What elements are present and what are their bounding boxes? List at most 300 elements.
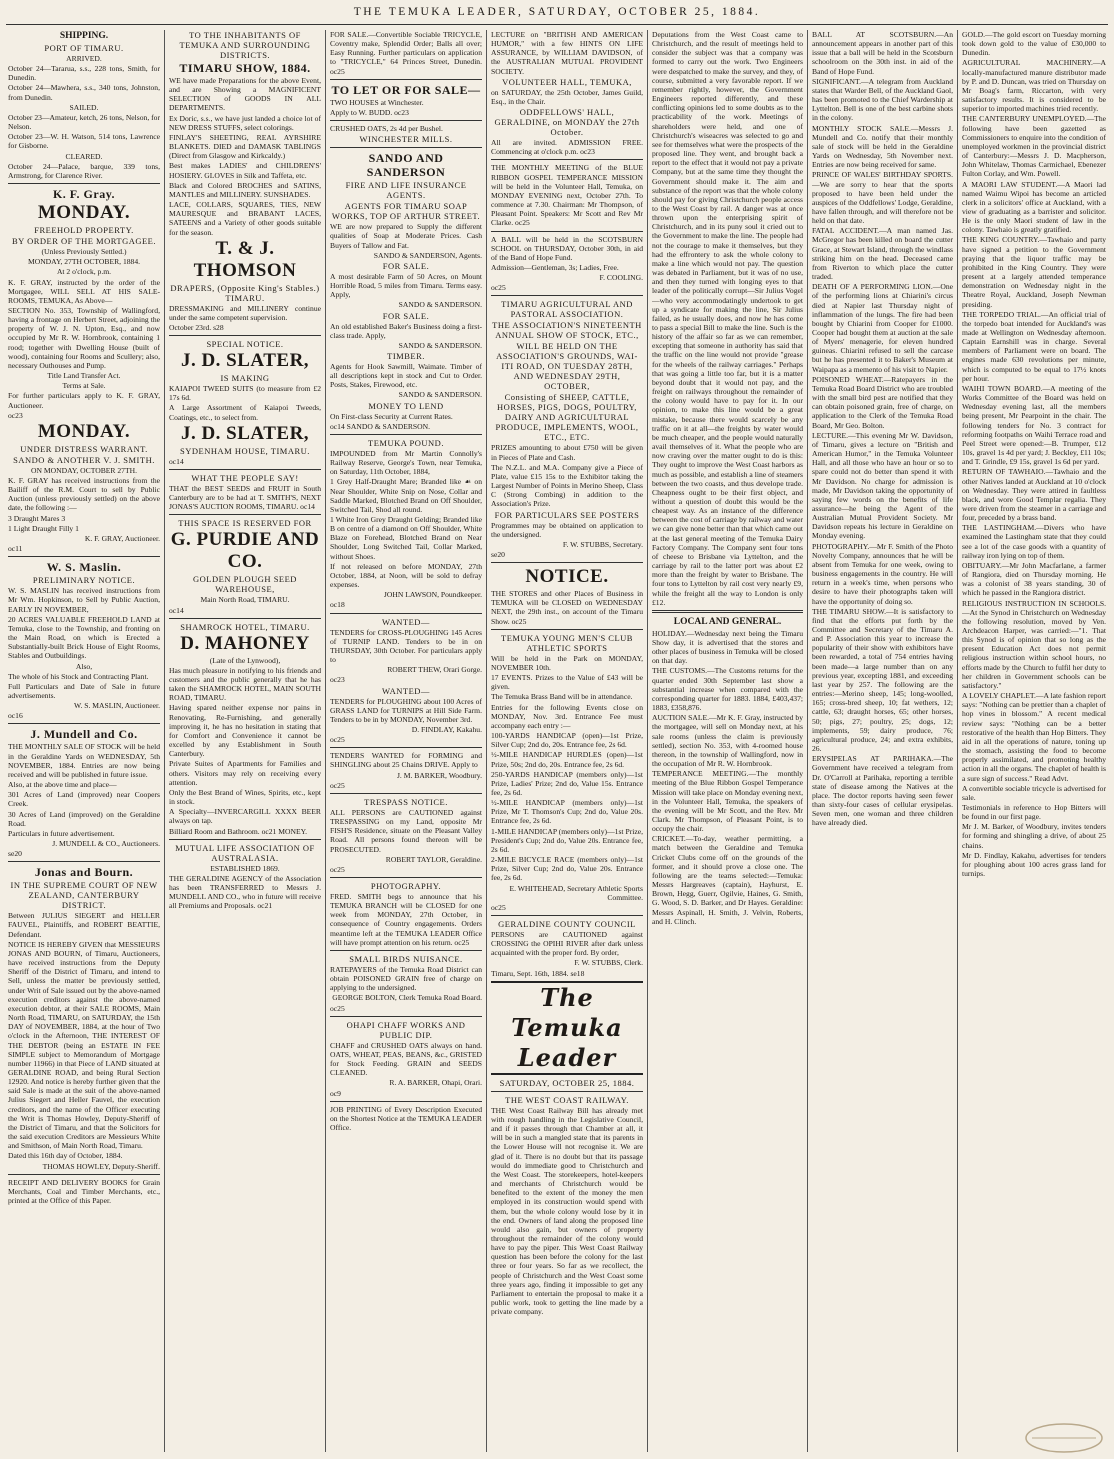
paragraph-text: 20 ACRES VALUABLE FREEHOLD LAND at Temuka, close to the Township, and fronting on the Main Road, on which is Erected a Substantially-built Brick House of Eight Rooms, Stables and Outbuildings. [8, 614, 160, 661]
text-block [491, 798, 643, 825]
advert-heading: SANDO AND SANDERSON [366, 151, 446, 180]
text-block [962, 30, 1106, 57]
separator-rule [491, 159, 643, 160]
paragraph-text: se20 [8, 849, 22, 859]
separator-rule [330, 613, 482, 614]
text-block [169, 666, 321, 703]
paragraph-text: DEATH OF A PERFORMING LION.—One of the performing lions at Chiarini's circus died at Napier last Thursday night of inflammation of the lungs. The fire had been bought by Chiarini from Cooper for £1000. Cooper had bought them at auction at the sale of Myers' menagerie, for eleven hundred guineas. Chiarini refused to sell the carcase but he has presented it to Baker's Museum at Waipapa as a memento of his visit to Napier. [812, 282, 953, 374]
paragraph-text: WE are now prepared to Supply the different qualities of Soap at Moderate Prices. Cash Buyers of Tallow and Fat. [330, 222, 482, 250]
text-block [812, 226, 953, 281]
paragraph-text: CRICKET.—To-day, weather permitting, a match between the Geraldine and Temuka Cricket Clubs come off on the grounds of the former, and it should prove a close one. The following are the teams selected:—Temuka: Messrs Hargreaves (captain), Hayhurst, E. Brown, Hegg, Guerr, Ogilvie, Haines, G. Smith, G. Wood, S. D. Barker, and Dr Hayes. Geraldine: Messrs Aspinall, H. Smith, J. Velvin, Roberts, and H. Clinch. [652, 834, 803, 926]
signature-line: F. W. STUBBS, Clerk. [574, 958, 643, 968]
text-block [962, 114, 1106, 178]
text-block [330, 98, 482, 107]
display-heading: J. D. SLATER, [180, 422, 310, 444]
column-divider [486, 30, 487, 1452]
caps-line: IN THE SUPREME COURT OF NEW ZEALAND, CANTERBURY DISTRICT. [10, 880, 158, 911]
caps-line: TRESPASS NOTICE. [364, 796, 448, 807]
paragraph-text: THE MONTHLY MEETING of the BLUE RIBBON GOSPEL TEMPERANCE MISSION will be held in the Volunteer Hall, Temuka, on MONDAY EVENING next, October 27th. To commence at 7.30. Chairman: Mr Thompson, of Pleasant Point. Speakers: Mr Scott and Rev Mr Clarke. oc25 [491, 163, 643, 228]
centered-line: Terms at Sale. [62, 381, 106, 391]
paragraph-text: oc16 [8, 711, 23, 721]
centered-line: ON MONDAY, OCTOBER 27TH. [31, 465, 137, 475]
paragraph-text: DRESSMAKING and MILLINERY continue under the same competent supervision. [169, 303, 321, 322]
paragraph-text: RECEIPT AND DELIVERY BOOKS for Grain Merchants, Coal and Timber Merchants, etc., printed at the Office of this Paper. [8, 1177, 160, 1205]
paragraph-text: The whole of his Stock and Contracting Plant. [8, 671, 149, 681]
text-block [330, 30, 482, 76]
centered-line: SAILED. [69, 102, 99, 112]
paragraph-text: OBITUARY.—Mr John Macfarlane, a farmer of Rangiora, died on Thursday morning. He was a colonist of 38 years standing, 30 of which he passed in the Rangiora district. [962, 560, 1106, 598]
text-block [491, 163, 643, 227]
paragraph-text: An old established Baker's Business doing a first-class trade. Apply, [330, 321, 482, 340]
text-block [169, 200, 321, 237]
paragraph-text: Admission—Gentleman, 3s; Ladies, Free. [491, 262, 619, 272]
text-block [491, 443, 643, 461]
signature-line: R. A. BARKER, Ohapi, Orari. [389, 1078, 482, 1088]
paragraph-text: October 23—W. H. Watson, 514 tons, Lawrence for Gisborne. [8, 132, 160, 151]
caps-line: WINCHESTER MILLS. [359, 134, 453, 145]
separator-rule [330, 950, 482, 951]
paragraph-text: Having spared neither expense nor pains in Renovating, Re-Furnishing, and generally improving it, he has no hesitation in stating that for Comfort and Convenience it cannot be excelled by any Establishment in South Canterbury. [169, 703, 321, 759]
separator-rule [169, 839, 321, 840]
text-block [8, 586, 160, 613]
caps-line: Consisting of SHEEP, CATTLE, HORSES, PIGS, DOGS, POULTRY, DAIRY AND AGRICULTURAL PRODUCE, IMPLEMENTS, WOOL, ETC., ETC. [495, 392, 639, 443]
text-block [491, 1106, 643, 1317]
paragraph-text: A Large Assortment of Kaiapoi Tweeds, Coatings, etc., to select from. [169, 403, 321, 422]
caps-line: IS MAKING [220, 373, 270, 384]
paragraph-text: RETURN OF TAWHAIO.—Tawhaio and the other Natives landed at Auckland at 10 o'clock on Wednesday. They were attired in faultless black, and wore Good Templar regalia. They were driven from the steamer in a carriage and four, preceded by a brass band. [962, 467, 1106, 523]
head-rule [6, 24, 1108, 25]
paragraph-text: TWO HOUSES at Winchester. [330, 97, 424, 107]
text-block [330, 222, 482, 249]
display-heading: T. & J. THOMSON [193, 237, 297, 281]
signature-line: SANDO & SANDERSON. [398, 340, 482, 350]
paragraph-text: 1-MILE HANDICAP (members only)—1st Prize, President's Cup; 2nd do, Value 20s. Entrance fee, 2s 6d. [491, 826, 643, 854]
text-block [330, 965, 482, 992]
paragraph-text: October 24—Palace, barque, 339 tons, Armstrong, for Clarence River. [8, 161, 160, 180]
text-block [169, 181, 321, 199]
text-block [812, 77, 953, 123]
text-block [812, 30, 953, 76]
centered-line: Also, [75, 661, 93, 671]
text-block [962, 851, 1106, 878]
text-block [652, 834, 803, 926]
caps-line: AGENTS FOR TIMARU SOAP WORKS, TOP OF ARTHUR STREET. [331, 201, 481, 222]
text-block [330, 675, 482, 684]
text-block [962, 599, 1106, 691]
caps-line: FIRE AND LIFE INSURANCE AGENTS. [345, 180, 467, 201]
paragraph-text: LACE, COLLARS, SQUARES, TIES, NEW MAURESQUE and BRABANT LACES, SATEENS and a Variety of other goods suitable for the season. [169, 200, 321, 237]
text-block [330, 477, 482, 514]
signature-line: JOHN LAWSON, Poundkeeper. [383, 590, 482, 600]
caps-line: SANDO & ANOTHER V. J. SMITH. [13, 454, 155, 465]
centered-line: MONDAY, 27TH OCTOBER, 1884. [27, 257, 141, 267]
text-block [330, 322, 482, 340]
paragraph-text: 1 White Iron Grey Draught Gelding; Branded like B on centre of a diamond on Off Shoulder, White Blaze on Forehead, Blotched Brand on Near Shoulder, Long Switched Tail, Collar Marked, without Shoes. [330, 515, 482, 561]
caps-line: TIMARU AGRICULTURAL AND PASTORAL ASSOCIATION. [501, 299, 633, 320]
paragraph-text: oc11 [8, 544, 23, 554]
caps-line: WANTED— [382, 616, 430, 627]
caps-line: GOLDEN PLOUGH SEED WAREHOUSE, [193, 574, 297, 595]
display-heading: G. PURDIE AND CO. [170, 529, 320, 573]
paragraph-text: For further particulars apply to K. F. GRAY, Auctioneer. [8, 391, 160, 410]
paragraph-text: PHOTOGRAPHY.—Mr F. Smith of the Photo Novelty Company, announces that he will be absent from Temuka for one week, owing to business engagements in the country. He will return in a week's time, when persons who desire to have their photographs taken will have the opportunity of doing so. [812, 541, 953, 606]
text-block [169, 133, 321, 160]
paragraph-text: TEMPERANCE MEETING.—The monthly meeting of the Blue Ribbon Gospel Temperance Mission will take place on Monday evening next, in the Volunteer Hall, Temuka, the speakers of the evening will be Mr Scott, and the Rev. Mr Clark. Mr Thompson, of Pleasant Point, is to occupy the chair. [652, 769, 803, 834]
text-block [169, 457, 321, 466]
separator-rule [491, 915, 643, 916]
text-block [8, 790, 160, 808]
separator-rule [491, 1091, 643, 1092]
text-block [491, 770, 643, 797]
caps-line: TO THE INHABITANTS OF TEMUKA AND SURROUNDING DISTRICTS. [179, 30, 311, 60]
separator-rule [8, 183, 160, 184]
paragraph-text: NOTICE IS HEREBY GIVEN that MESSIEURS JONAS AND BOURN, of Timaru, Auctioneers, have received instructions from the Deputy Sheriff of the District of Timaru, and intend to Sell, unless the matter be previously settled, under Writ of Sale issued out by the above-named execution creditors against the above-named execution debtor, at their SALE ROOMS, Main North Road, TIMARU, on SATURDAY, the 15th DAY of NOVEMBER, 1884, at the hour of Two o'clock in the Afternoon, THE INTEREST OF THE DEBTOR (being an ESTATE IN FEE SIMPLE subject to Memorandum of Mortgage number 11966) in that Piece of LAND situated at GERALDINE ROAD, and being Rural Section 12920. And notice is hereby further given that the said Sale is made at the suit of the above-named Julius Siegert and Heller Fauvel, the execution creditors, and the name of the Officer executing the Writ is Thomas Howley, Deputy-Sheriff of the District of Timaru, and that the Solicitors for the said execution Creditors are Messieurs White and Smithson, of Main North Road, Timaru. [8, 939, 160, 1151]
text-block [330, 600, 482, 609]
text-block [491, 550, 643, 559]
paragraph-text: JOB PRINTING of Every Description Executed on the Shortest Notice at the TEMUKA LEADER Office. [330, 1104, 482, 1132]
text-block [330, 1004, 482, 1013]
text-block [491, 903, 643, 912]
separator-rule [8, 556, 160, 557]
centered-line: CLEARED. [65, 151, 103, 161]
text-block [8, 391, 160, 409]
text-block [962, 310, 1106, 383]
paragraph-text: PRIZES amounting to about £750 will be given in Pieces of Plate and Cash. [491, 443, 643, 462]
paragraph-text: Mr J. M. Barker, of Woodbury, invites tenders for forming and shingling a drive, of about 25 chains. [962, 822, 1106, 850]
caps-line: SPECIAL NOTICE. [206, 339, 284, 350]
caps-line: SATURDAY, OCTOBER 25, 1884. [499, 1077, 635, 1088]
paragraph-text: The Temuka Brass Band will be in attendance. [491, 692, 633, 702]
text-block [652, 769, 803, 833]
paragraph-text: THE KING COUNTRY.—Tawhaio and party have signed a petition to the Government praying that the liquor traffic may be prohibited in the King Country. They were present at a largely attended temperance demonstration on Wednesday night in the Theatre Royal, Auckland, Joseph Newman presiding. [962, 235, 1106, 309]
text-block [491, 654, 643, 672]
display-heading: J. D. SLATER, [180, 350, 310, 372]
paragraph-text: A convertible sociable tricycle is advertised for sale. [962, 783, 1106, 802]
separator-rule [169, 335, 321, 336]
paragraph-text: FRED. SMITH begs to announce that his TEMUKA BRANCH will be CLOSED for one week from MONDAY, 27th October, in consequence of Country engagements. Orders meantime left at the TEMUKA LEADER Office will have prompt attention on his return. oc25 [330, 892, 482, 947]
separator-rule [330, 747, 482, 748]
paragraph-text: On First-class Security at Current Rates. [330, 411, 453, 421]
signature-line: K. F. GRAY, Auctioneer. [84, 533, 160, 543]
paragraph-text: Apply to W. BUDD. oc23 [330, 107, 409, 117]
text-block [962, 561, 1106, 598]
caps-line: ODDFELLOWS' HALL, GERALDINE, on MONDAY the 27th October. [494, 107, 640, 138]
text-block [812, 124, 953, 170]
paragraph-text: oc23 [330, 675, 345, 685]
centered-line: Title Land Transfer Act. [47, 371, 121, 381]
paragraph-text: 1 Grey Half-Draught Mare; Branded like ☙ on Near Shoulder, White Snip on Nose, Collar and Saddle Marked, Blotched Brand on Off Shoulder, Switched Tail, Shod all round. [330, 477, 482, 514]
text-block [330, 628, 482, 665]
text-block [330, 515, 482, 561]
advert-heading: K. F. Gray. [52, 187, 116, 202]
text-block [8, 544, 160, 553]
text-block [169, 874, 321, 911]
text-block [812, 282, 953, 374]
paragraph-text: Dated this 16th day of October, 1884. [8, 1151, 123, 1161]
paragraph-text: oc9 [330, 1088, 341, 1098]
paragraph-text: GOLD.—The gold escort on Tuesday morning took down gold to the value of £30,000 to Dunedin. [962, 30, 1106, 58]
text-block [491, 750, 643, 768]
text-block [8, 742, 160, 779]
text-block [330, 781, 482, 790]
paragraph-text: oc25 [330, 864, 345, 874]
text-block [8, 278, 160, 305]
paragraph-text: Billiard Room and Bathroom. oc21 MONEY. [169, 826, 308, 836]
paragraph-text: Has much pleasure in notifying to his friends and customers and the public generally that he has taken the SHAMROCK HOTEL, MAIN SOUTH ROAD, TIMARU. [169, 665, 321, 703]
text-block [169, 384, 321, 402]
signature-line: ROBERT TAYLOR, Geraldine. [385, 854, 482, 864]
signature-line: GEORGE BOLTON, Clerk Temuka Road Board. [332, 993, 482, 1003]
text-block [652, 666, 803, 712]
text-block [8, 940, 160, 1151]
paragraph-text: ERYSIPELAS AT PARIHAKA.—The Government have received a telegram from Dr. O'Carroll at Parihaka, reporting a terrible state of disease among the Natives at the place. The doctor reports having seen fewer than sixty-four cases of cellular erysipelas. Seven men, one woman and three children have already died. [812, 754, 953, 828]
text-block [8, 780, 160, 789]
paragraph-text: RATEPAYERS of the Temuka Road District can obtain POISONED GRAIN free of charge on applying to the undersigned. [330, 964, 482, 993]
paragraph-text: BALL AT SCOTSBURN.—An announcement appears in another part of this issue that a ball will be held in the Scotsburn schoolroom on the 30th inst. in aid of the Band of Hope Fund. [812, 30, 953, 76]
paragraph-text: A Specialty—INVERCARGILL XXXX BEER always on tap. [169, 807, 321, 826]
paragraph-text: TENDERS WANTED for FORMING and SHINGLING about 25 Chains DRIVE. Apply to [330, 751, 482, 770]
paragraph-text: THE TIMARU SHOW.—It is satisfactory to find that the efforts put forth by the Committee and Secretary of the Timaru A. and P. Association this year to increase the popularity of their show with exhibitors have been rewarded, a total of 754 entries having been made—a large number than on any previous year, excepting 1881, and exceeding last year by 257. The following are the entries:—Merino sheep, 145; long-woolled, 165; cross-bred sheep, 10; fat wethers, 12; cattle, 63; draught horses, 65; other horses, 50; pigs, 27; poultry, 25; dogs, 12; implements, 59; dairy produce, 76; agricultural produce, 24; and extra exhibits, 26. [812, 606, 953, 754]
text-block [8, 411, 160, 420]
paragraph-text: A MAORI LAW STUDENT.—A Maori lad named Waimu Wipoi has become an articled clerk in a solicitors' office at Auckland, with a view of graduating as a barrister and solicitor. He is the only Maori student of law in the colony. Tawhaio is greatly gratified. [962, 179, 1106, 235]
separator-rule [330, 1016, 482, 1017]
paragraph-text: Testimonials in reference to Hop Bitters will be found in our first page. [962, 802, 1106, 822]
paragraph-text: The N.Z.L. and M.A. Company give a Piece of Plate, value £15 15s to the Exhibitor taking the Largest Number of Points in Merino Sheep, Class C (Strong Combing) in addition to the Association's Prize. [491, 462, 643, 509]
advert-heading: TO LET OR FOR SALE— [331, 82, 481, 97]
paragraph-text: WAIHI TOWN BOARD.—A meeting of the Works Committee of the Board was held on Wednesday evening last, all the members being present, Mr Pearpoint in the chair. The following tenders for No. 3 contract for reforming footpaths on Waihi Terrace road and Peel Street were opened:—B. Trumper, £12 10s, gravel 1s 4d per yard; J. Beckley, £11 10s; and T. Grindle, £9 15s, gravel 1s 6d per yard. [962, 383, 1106, 467]
display-heading: NOTICE. [525, 566, 609, 588]
advert-heading: W. S. Maslin. [46, 560, 122, 575]
paragraph-text: AGRICULTURAL MACHINERY.—A locally-manufactured manure distributor made by P. and D. Duncan, was tried on Thursday on Mr Boag's farm, Riccarton, with very satisfactory results. It is considered to be superior to imported machines tried recently. [962, 58, 1106, 114]
text-block [491, 855, 643, 882]
column-3 [330, 30, 482, 1452]
paragraph-text: TENDERS for PLOUGHING about 100 Acres of GRASS LAND for TURNIPS at Hill Side Farm. Tenders to be in by MONDAY, November 3rd. [330, 696, 482, 724]
text-block [330, 412, 482, 421]
paragraph-text: A most desirable Farm of 50 Acres, on Mount Horrible Road, 5 miles from Timaru. Terms easy. Apply, [330, 271, 482, 300]
caps-line: MUTUAL LIFE ASSOCIATION OF AUSTRALASIA. [175, 842, 315, 863]
text-block [330, 449, 482, 476]
signature-line: F. COOLING. [599, 273, 643, 283]
column-4 [491, 30, 643, 1452]
centered-line: Main North Road, TIMARU. [200, 595, 290, 605]
text-block [8, 711, 160, 720]
paragraph-text: CRUSHED OATS, 2s 4d per Bushel. [330, 124, 443, 134]
paragraph-text: Agents for Hook Sawmill, Waimate. Timber of all descriptions kept in stock and Cut to Order. Posts, Stakes, Firewood, etc. [330, 361, 482, 390]
text-block [330, 892, 482, 947]
text-block [491, 138, 643, 156]
paragraph-text: oc14 [169, 605, 184, 615]
text-block [962, 384, 1106, 466]
text-block [652, 713, 803, 768]
column-6 [812, 30, 953, 1452]
separator-rule [169, 469, 321, 470]
paragraph-text: October 23—Amateur, ketch, 26 tons, Nelson, for Nelson. [8, 112, 160, 132]
caps-line: FOR SALE. [382, 310, 430, 321]
paragraph-text: POISONED WHEAT.—Ratepayers in the Temuka Road Board District who are troubled with the small bird pest are notified that they can obtain poisoned grain, free of charge, on application to the Clerk of the Temuka Road Board, Mr Geo. Bolton. [812, 374, 953, 430]
text-block [8, 524, 160, 533]
column-divider [164, 30, 165, 1452]
signature-line: D. FINDLAY, Kakahu. [411, 724, 482, 734]
text-block [491, 673, 643, 691]
paragraph-text: FOR SALE.—Convertible Sociable TRICYCLE, Coventry make, Splendid Order; Balls all over; Easy Running. Further particulars on application to "TRICYCLE," 64 Princes Street, Dunedin. oc25 [330, 30, 482, 76]
separator-rule [330, 79, 482, 80]
text-block [8, 682, 160, 700]
separator-rule [491, 562, 643, 563]
text-block [8, 162, 160, 180]
advert-heading: TIMARU SHOW, 1884. [179, 61, 311, 75]
caps-line: DRAPERS, (Opposite King's Stables.) TIMARU. [170, 282, 320, 303]
separator-rule [8, 1174, 160, 1175]
column-1 [8, 30, 160, 1452]
paragraph-text: THE GERALDINE AGENCY of the Association has been TRANSFERRED to Messrs J. MUNDELL AND CO., who in future will receive all Premiums and Proposals. oc21 [169, 873, 321, 911]
text-block [491, 692, 643, 701]
text-block [8, 113, 160, 131]
centered-line: ESTABLISHED 1869. [210, 863, 280, 873]
caps-line: THIS SPACE IS RESERVED FOR [178, 518, 312, 529]
paragraph-text: CHAFF and CRUSHED OATS always on hand. OATS, WHEAT, PEAS, BEANS, &c., GRISTED for Stock Feeding. GRAIN and SEEDS CLEANED. [330, 1040, 482, 1078]
advert-heading: Jonas and Bourn. [34, 865, 134, 880]
text-block [330, 751, 482, 769]
separator-rule [491, 295, 643, 296]
caps-line: PORT OF TIMARU. [44, 43, 124, 53]
paragraph-text: October 23rd. s28 [169, 322, 224, 332]
paragraph-text: Between JULIUS SIEGERT and HELLER FAUVEL, Plaintiffs, and ROBERT BEATTIE, Defendant. [8, 911, 160, 939]
paragraph-text: oc23 [8, 410, 23, 420]
text-block [169, 759, 321, 786]
signature-line: F. W. STUBBS, Secretary. [562, 539, 643, 549]
caps-line: SHAMROCK HOTEL, TIMARU. [180, 621, 310, 632]
column-divider [325, 30, 326, 1452]
text-block [8, 1178, 160, 1205]
text-block [812, 754, 953, 827]
paragraph-text: MONTHLY STOCK SALE.—Messrs J. Mundell and Co. notify that their monthly sale of stock will be held in the Geraldine Yards on Wednesday, 5th November next. Entries are now being received for same. [812, 123, 953, 170]
paragraph-text: oc14 SANDO & SANDERSON. [330, 421, 430, 431]
paragraph-text: ½-MILE HANDICAP (members only)—1st Prize, Mr T. Thomson's Cup; 2nd do, Value 20s. Entrance fee, 2s 6d. [491, 798, 643, 826]
paragraph-text: IMPOUNDED from Mr Martin Connolly's Railway Reserve, George's Town, near Temuka, on Saturday, 11th October, 1884, [330, 448, 482, 477]
caps-line: PHOTOGRAPHY. [370, 881, 442, 891]
text-block [491, 969, 643, 978]
caps-line: GERALDINE COUNTY COUNCIL [498, 919, 636, 929]
paragraph-text: Also, at the above time and place— [8, 780, 117, 790]
text-block [491, 589, 643, 626]
text-block [962, 58, 1106, 113]
text-block [812, 170, 953, 225]
paragraph-text: Entries for the following Events close on MONDAY, Nov. 3rd. Entrance Fee must accompany each entry :— [491, 702, 643, 730]
text-block [8, 64, 160, 82]
caps-line: BY ORDER OF THE MORTGAGEE. [11, 236, 156, 247]
text-block [330, 422, 482, 431]
text-block [491, 235, 643, 262]
paragraph-text: Best makes LADIES' and CHILDREN'S' HOSIERY. GLOVES in Silk and Taffeta, etc. [169, 161, 321, 180]
separator-rule [330, 877, 482, 878]
text-block [491, 263, 643, 272]
paragraph-text: THE CANTERBURY UNEMPLOYED.—The following have been gazetted as Commissioners to enquire into the condition of unemployed workmen in the provincial district of Canterbury:—Messrs J. D. Macpherson, John Whitelaw, Thomas Carmichael, Ebenezer Fulton Corlay, and Wm. Powell. [962, 114, 1106, 179]
paragraph-text: KAIAPOI TWEED SUITS (to measure from £2 17s 6d. [169, 384, 321, 403]
paragraph-text: SECTION No. 353, Township of Wallingford, having a frontage on Herbert Street, adjoining the property of W. J. N. Upton, Esq., and now occupied by Mr R. W. Hornbrook, containing 1 rood; together with Dwelling House (built of wood), containing four Rooms and Scullery; also, necessary Outhouses and Pump. [8, 305, 160, 370]
paragraph-text: LECTURE on "BRITISH AND AMERICAN HUMOR," with a few HINTS ON LIFE ASSURANCE, by WILLIAM DAVIDSON, of the AUSTRALIAN MUTUAL PROVIDENT SOCIETY. [491, 30, 643, 76]
paragraph-text: If not released on before MONDAY, 27th October, 1884, at Noon, will be sold to defray expenses. [330, 561, 482, 590]
column-2 [169, 30, 321, 1452]
text-block [8, 810, 160, 828]
separator-rule [330, 147, 482, 148]
text-block [330, 735, 482, 744]
text-block [812, 542, 953, 606]
paragraph-text: W. S. MASLIN has received instructions from Mr Wm. Hopkinson, to Sell by Public Auction, EARLY IN NOVEMBER, [8, 586, 160, 614]
text-block [491, 88, 643, 106]
paragraph-text: AUCTION SALE.—Mr K. F. Gray, instructed by the mortgagee, will sell on Monday next, at his sale rooms (unless the claim is previously settled), section No. 353, with 4-roomed house thereon, in the township of Wallingford, now in the occupation of Mr R. W. Hornbrook. [652, 713, 803, 769]
column-7 [962, 30, 1106, 1452]
caps-line: SYDENHAM HOUSE, TIMARU. [180, 445, 310, 456]
paragraph-text: Mr D. Findlay, Kakahu, advertises for tenders for ploughing about 100 acres grass land for turnips. [962, 850, 1106, 879]
text-block [491, 30, 643, 76]
paragraph-text: Timaru, Sept. 16th, 1884. se18 [491, 968, 585, 978]
paragraph-text: 30 Acres of Land (improved) on the Geraldine Road. [8, 809, 160, 828]
text-block [491, 283, 643, 292]
text-block [169, 323, 321, 332]
separator-rule [8, 723, 160, 724]
paragraph-text: oc18 [330, 600, 345, 610]
signature-line: ROBERT THEW, Orari Gorge. [387, 665, 482, 675]
text-block [330, 1089, 482, 1098]
text-block [962, 691, 1106, 783]
paragraph-text: on SATURDAY, the 25th October, James Guild, Esq., in the Chair. [491, 87, 643, 106]
text-block [169, 114, 321, 132]
separator-rule [330, 120, 482, 121]
text-block [169, 807, 321, 825]
centered-line: At 2 o'clock, p.m. [56, 267, 112, 277]
paragraph-text: Deputations from the West Coast came to Christchurch, and the result of meetings held to consider the subject was that a company was formed to carry out the work. Two Engineers were despatched to make the survey, and they, of course, submitted a very favorable report. If we remember rightly, however, the Government Engineers reported differently, and these conflicting opinions led to some doubts as to the practicability of the work. Meetings of shareholders were held, and one of Christchurch's wiseacres was selected to go and see for themselves what were the prospects of the proposed line. They went, and brought back a report to the effect that it would not pay a private Company, but at the same time they thought the Government should make it. The aim and substance of the report was that the whole colony should pay for giving Christchurch people access to the West Coast by rail. A danger was at once thrown upon the enterprising spirit of Christchurch, and in its puny soul it cried out to the Government to make the line. The people had not the courage to make it themselves, but they had the effrontery to ask the whole colony to make a line which would not pay. The question was debated in Parliament, but it was of no use, and then they turned with longing eyes to that leader of the politically corrupt—Sir Julius Vogel—who very accommodatingly undertook to get up a syndicate for making the line, Sir Julius failed, as he usually does, and now he has come to pass a special Bill to make the line. Such is the history of the affair so far as we can remember, excepting that someone in authority has said that the traffic on the line would not provide "grease for the wheels of the railway carriages." Perhaps that was going a little too far, but it is a matter beyond doubt that it would not pay, and the freight on railways throughout the remainder of the colony would have to pay for it. In our opinion, to make this line would be a great mistake, because there would scarcely be any traffic on it at all—the freights by water would be much cheaper, and the people would naturally avail themselves of it. What the people who are now craving over the matter ought to do is this: They ought to improve the West Coast harbors as much as possible, and establish a line of steamers between the two coasts, and thus develope trade. Cheapness ought to be their first object, and without a question of doubt this would be the cheapest way. As an instance of the difference between the cost of carriage by railway and water we can give none better than that which came out at the last general meeting of the Temuka Dairy Factory Company. The Company sent four tons of cheese to Brisbane via Lyttelton, and the carriage by rail to the latter port was about £2 more than the freight by water to Brisbane. The four tons to Lyttelton by rail cost very nearly £9, while the freight all the way to London is only £12. [652, 30, 803, 607]
text-block [962, 180, 1106, 235]
paragraph-text: October 24—Tararua, s.s., 228 tons, Smith, for Dunedin. [8, 64, 160, 83]
text-block [8, 132, 160, 150]
separator-rule [330, 434, 482, 435]
text-block [8, 672, 160, 681]
paragraph-text: THE CUSTOMS.—The Customs returns for the quarter ended 30th September last show a substantial increase when compared with the corresponding quarter for 1883. 1884, £403,437; 1883, £358,876. [652, 666, 803, 713]
paragraph-text: Only the Best Brand of Wines, Spirits, etc., kept in stock. [169, 787, 321, 807]
paragraph-text: Black and Colored BROCHES and SATINS, MANTLES and MILLINERY. SUNSHADES. [169, 180, 321, 199]
text-block [8, 1151, 160, 1160]
section-heading: LOCAL AND GENERAL. [673, 616, 782, 627]
paragraph-text: se20 [491, 550, 505, 559]
text-block [169, 788, 321, 806]
text-block [169, 161, 321, 179]
text-block [8, 615, 160, 661]
caps-line: MONEY TO LEND [368, 400, 444, 411]
separator-rule [491, 629, 643, 630]
text-block [169, 403, 321, 421]
text-block [8, 306, 160, 370]
text-block [330, 562, 482, 589]
separator-rule [330, 1101, 482, 1102]
caps-line: FOR PARTICULARS SEE POSTERS [494, 509, 640, 520]
caps-line: TEMUKA YOUNG MEN'S CLUB ATHLETIC SPORTS [501, 632, 633, 653]
text-block [330, 697, 482, 724]
paragraph-text: oc25 [491, 283, 506, 293]
paragraph-text: THE West Coast Railway Bill has already met with rough handling in the Legislative Council, and if it passes through that Chamber at all, it will be in such a mangled state that its parents in the Lower House will not recognise it. We are glad of it. There is no doubt but that its passage would do immediate good to Christchurch and the West Coast. The storekeepers, hotel-keepers and merchants of Christchurch would be benefited to the extent of the money the men employed in its construction would spend with them, but the whole colony would lose by it in the end. Owners of land along the proposed line would also gain, but owners of property throughout the remainder of the colony would have to pay the piper. This West Coast Railway question has been before the colony for the last three or four years. So far as we recollect, the people of Christchurch and the West Coast some three years ago, finding it impossible to get any Parliament to entertain the proposal to make it a public work, took to getting the line made by a private company. [491, 1105, 643, 1317]
paragraph-text: PRINCE OF WALES' BIRTHDAY SPORTS.—We are sorry to hear that the sports proposed to have been held under the auspices of the Oddfellows' Lodge, Geraldine, have fallen through, and will therefore not be held on that date. [812, 170, 953, 226]
signature-line: J. M. BARKER, Woodbury. [396, 770, 482, 780]
caps-line: SMALL BIRDS NUISANCE. [349, 953, 463, 964]
text-block [169, 606, 321, 615]
advert-heading: J. Mundell and Co. [30, 727, 138, 742]
paragraph-text: A LOVELY CHAPLET.—A late fashion report says: "Nothing can be prettier than a chaplet of hop vines in blossom." A recent medical review says: "Nothing can be a better restorative of the health than Hop Bitters. They aid in all the operations of nature, toning up the stomach, assisting the food to become properly assimilated, and promoting healthy action in all the organs. The chaplet of health is a sure sign of success." Read Advt. [962, 691, 1106, 783]
display-heading: D. MAHONEY [180, 632, 310, 654]
paragraph-text: oc14 [169, 456, 184, 466]
paragraph-text: THE MONTHLY SALE OF STOCK will be held in the Geraldine Yards on WEDNESDAY, 5th NOVEMBER, 1884. Entries are now being received and will be published in future issue. [8, 742, 160, 779]
signature-line: THOMAS HOWLEY, Deputy-Sheriff. [42, 1161, 160, 1171]
text-block [962, 523, 1106, 560]
column-divider [807, 30, 808, 1452]
